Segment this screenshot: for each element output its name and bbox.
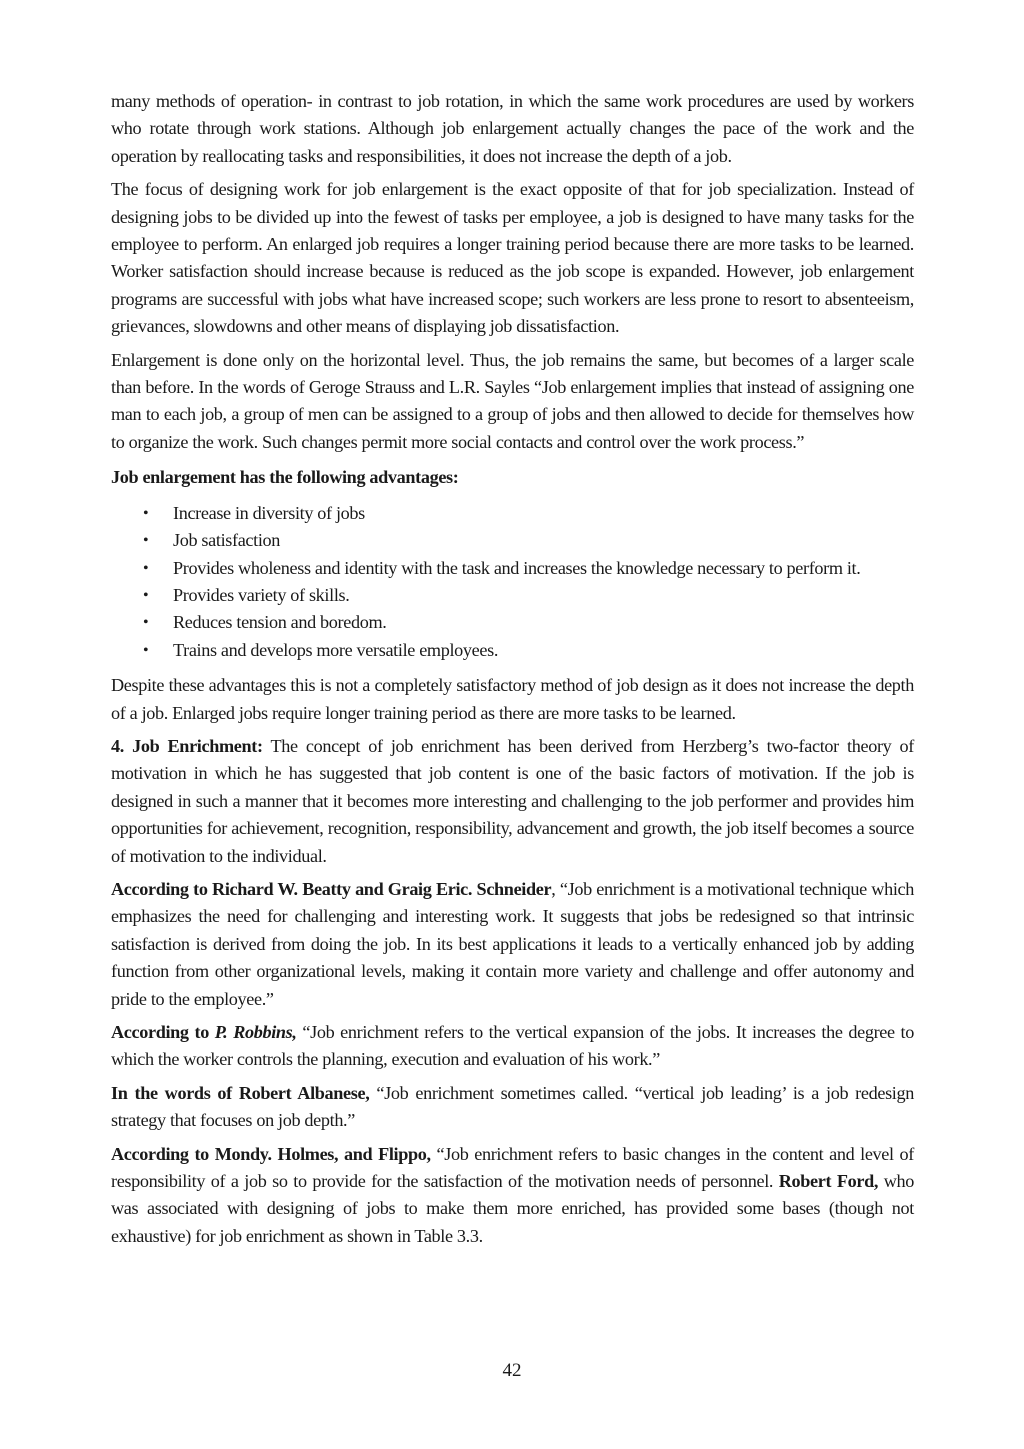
paragraph-horizontal-level: Enlargement is done only on the horizontal level. Thus, the job remains the same, but becomes of a larger scale than before. In the words of Geroge Strauss and L.R. Sayles “Job enlargement implies that instead of assigning one man to each job, a group of men can be assigned to a group of jobs and then allowed to decide for themselves how to organize the work. Such changes permit more social contacts and control over the work process.” bbox=[111, 349, 914, 452]
bullet-icon: • bbox=[143, 504, 149, 522]
author-label-beatty-schneider: According to Richard W. Beatty and Graig Eric. Schneider bbox=[111, 878, 552, 899]
bullet-icon: • bbox=[143, 532, 149, 550]
list-item-text: Increase in diversity of jobs bbox=[173, 502, 365, 523]
author-name-robbins: P. Robbins, bbox=[214, 1022, 297, 1042]
beatty-schneider-quote: , “Job enrichment is a motivational technique which emphasizes the need for challenging and interesting work. It suggests that jobs be redesigned so that intrinsic satisfaction is derived from doing the job. In its best applications it leads to a vertically enhanced job by adding function from other organizational levels, making it contain more variety and challenge and offer autonomy and pride to the employee.” bbox=[111, 878, 915, 1009]
author-label-robbins-prefix: According to bbox=[111, 1022, 215, 1042]
author-label-albanese: In the words of Robert Albanese, bbox=[111, 1082, 370, 1103]
robbins-quote: “Job enrichment refers to the vertical expansion of the jobs. It increases the degree to which the worker controls the planning, execution and evaluation of his work.” bbox=[111, 1022, 914, 1070]
list-item bbox=[143, 500, 914, 527]
advantages-list bbox=[111, 500, 914, 664]
bullet-icon: • bbox=[143, 614, 149, 632]
bullet-icon: • bbox=[143, 641, 149, 659]
paragraph-despite-advantages: Despite these advantages this is not a completely satisfactory method of job design as it does not increase the depth of a job. Enlarged jobs require longer training period as there are more tasks to be learned. bbox=[111, 675, 914, 723]
paragraph-beatty-schneider bbox=[111, 876, 914, 1013]
mondy-quote: “Job enrichment refers to basic changes in the content and level of responsibility of a job so to provide for the satisfaction of the motivation needs of personnel. bbox=[111, 1143, 914, 1192]
paragraph-albanese bbox=[111, 1080, 914, 1135]
page-number: 42 bbox=[502, 1360, 522, 1381]
list-item-text: Trains and develops more versatile employees. bbox=[173, 639, 499, 660]
job-enrichment-text: The concept of job enrichment has been derived from Herzberg’s two-factor theory of motivation in which he has suggested that job content is one of the basic factors of motivation. If the job is designed in such a manner that it becomes more interesting and challenging to the job performer and provides him opportunities for achievement, recognition, responsibility, advancement and growth, the job itself becomes a source of motivation to the individual. bbox=[111, 735, 915, 866]
section-label-job-enrichment: 4. Job Enrichment: bbox=[111, 735, 263, 756]
list-item bbox=[143, 609, 914, 636]
bullet-icon: • bbox=[143, 559, 149, 577]
list-item-text: Provides wholeness and identity with the task and increases the knowledge necessary to perform it. bbox=[173, 557, 861, 578]
paragraph-job-enlargement-intro: many methods of operation- in contrast to job rotation, in which the same work procedures are used by workers who rotate through work stations. Although job enlargement actually changes the pace of the work and the operation by reallocating tasks and responsibilities, it does not increase the depth of a job. bbox=[111, 91, 914, 166]
list-item-text: Reduces tension and boredom. bbox=[173, 612, 387, 633]
albanese-quote: “Job enrichment sometimes called. “vertical job leading’ is a job redesign strategy that focuses on job depth.” bbox=[111, 1082, 914, 1131]
author-label-robert-ford: Robert Ford, bbox=[778, 1171, 879, 1192]
list-item bbox=[143, 527, 914, 554]
paragraph-job-enrichment bbox=[111, 733, 914, 870]
author-label-mondy: According to Mondy. Holmes, and Flippo, bbox=[111, 1143, 431, 1164]
list-item bbox=[143, 582, 914, 609]
page-body bbox=[111, 88, 914, 1256]
robert-ford-text: who was associated with designing of jobs to make them more enriched, has provided some bases (though not exhaustive) for job enrichment as shown in Table 3.3. bbox=[111, 1171, 914, 1246]
list-item-text: Job satisfaction bbox=[173, 530, 281, 551]
paragraph-robbins bbox=[111, 1019, 914, 1074]
paragraph-job-enlargement-focus: The focus of designing work for job enlargement is the exact opposite of that for job specialization. Instead of designing jobs to be divided up into the fewest of tasks per employee, a job is designed to have many tasks for the employee to perform. An enlarged job requires a longer training period because there are more tasks to be learned. Worker satisfaction should increase because is reduced as the job scope is expanded. However, job enlargement programs are successful with jobs what have increased scope; such workers are less prone to resort to absenteeism, grievances, slowdowns and other means of displaying job dissatisfaction. bbox=[111, 179, 914, 337]
paragraph-mondy-holmes-flippo bbox=[111, 1141, 914, 1251]
list-item-text: Provides variety of skills. bbox=[173, 584, 350, 605]
bullet-icon: • bbox=[143, 586, 149, 604]
list-item bbox=[143, 555, 914, 582]
advantages-heading: Job enlargement has the following advantages: bbox=[111, 467, 459, 488]
list-item bbox=[143, 637, 914, 664]
